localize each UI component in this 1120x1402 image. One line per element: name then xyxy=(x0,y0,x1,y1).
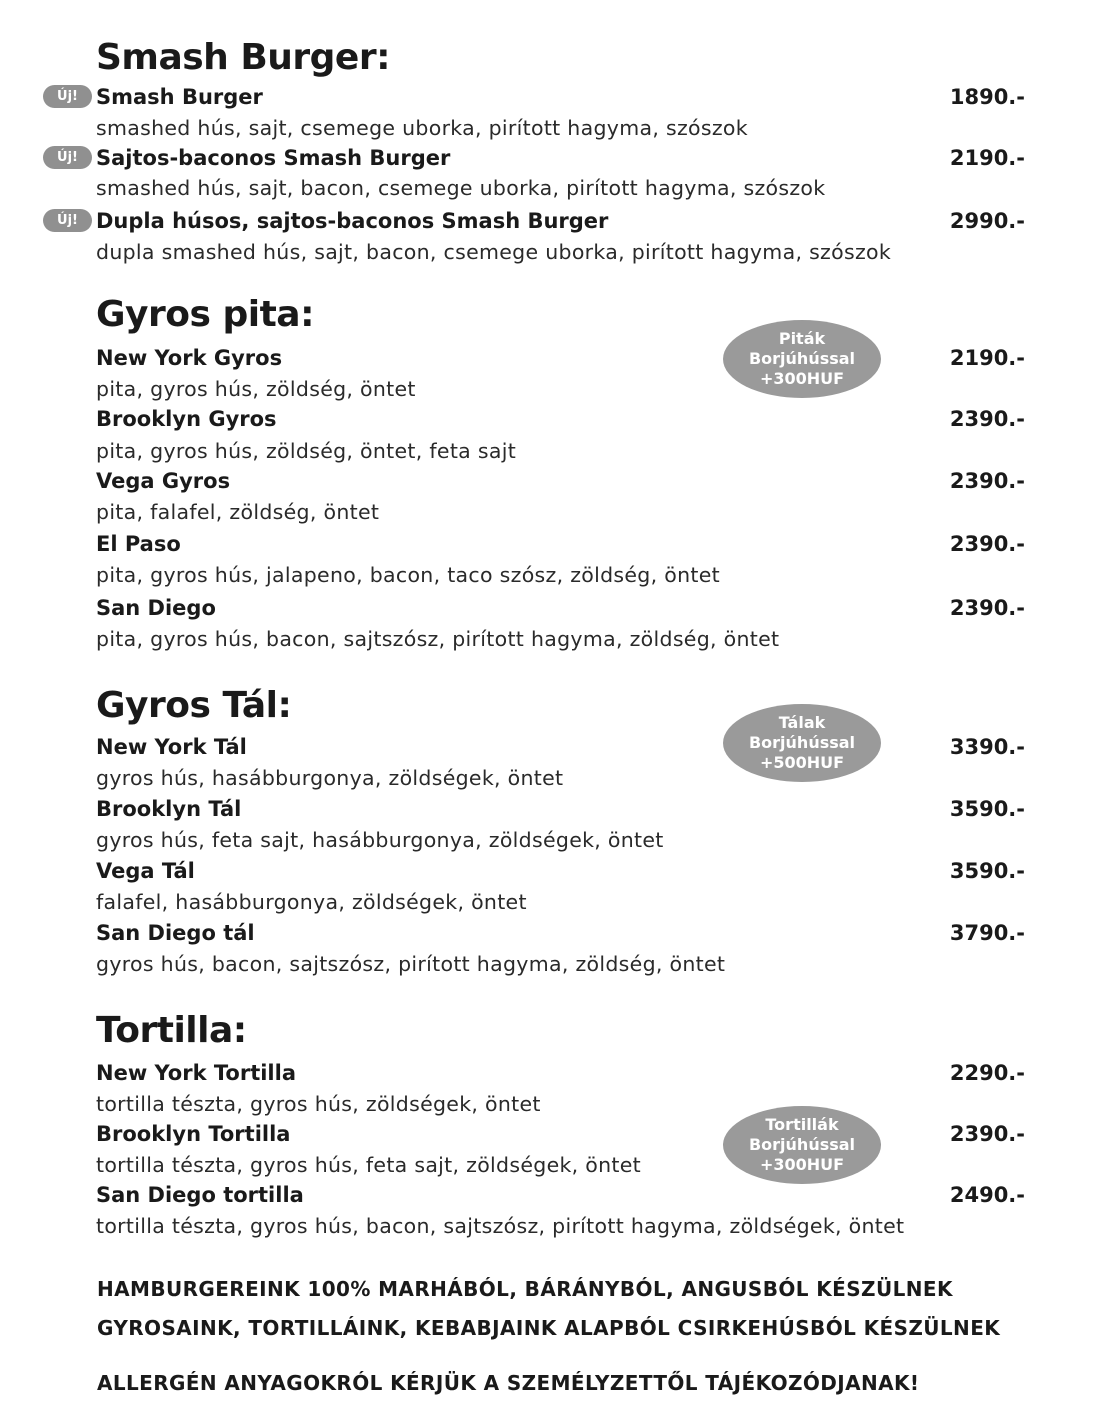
menu-item-price: 2390.- xyxy=(949,532,1025,556)
menu-item-description: tortilla tészta, gyros hús, feta sajt, zöldségek, öntet xyxy=(96,1153,642,1177)
menu-item-price: 2190.- xyxy=(949,146,1025,170)
menu-item-price: 2390.- xyxy=(949,407,1025,431)
menu-item-description: dupla smashed hús, sajt, bacon, csemege uborka, pirított hagyma, szószok xyxy=(96,240,892,264)
new-badge: Új! xyxy=(43,146,92,169)
pill-line: +500HUF xyxy=(759,753,845,772)
new-badge: Új! xyxy=(43,85,92,108)
menu-item-name: Brooklyn Tál xyxy=(96,797,242,821)
pill-line: +300HUF xyxy=(759,1155,845,1174)
menu-item-price: 3590.- xyxy=(949,859,1025,883)
menu-item-description: pita, gyros hús, bacon, sajtszósz, pirított hagyma, zöldség, öntet xyxy=(96,627,780,651)
pill-line: +300HUF xyxy=(759,369,845,388)
menu-item-name: Smash Burger xyxy=(96,85,263,109)
menu-item-price: 2390.- xyxy=(949,1122,1025,1146)
pill-line: Borjúhússal xyxy=(748,1135,856,1154)
pill-line: Piták xyxy=(778,329,826,348)
menu-item-name: San Diego tál xyxy=(96,921,255,945)
menu-item-price: 2390.- xyxy=(949,596,1025,620)
menu-item-name: New York Gyros xyxy=(96,346,283,370)
menu-item-description: pita, gyros hús, jalapeno, bacon, taco szósz, zöldség, öntet xyxy=(96,563,720,587)
new-badge: Új! xyxy=(43,209,92,232)
menu-item-price: 3590.- xyxy=(949,797,1025,821)
menu-item-price: 2490.- xyxy=(949,1183,1025,1207)
menu-item-price: 3790.- xyxy=(949,921,1025,945)
menu-item-price: 1890.- xyxy=(949,85,1025,109)
pill-line: Tálak xyxy=(778,713,826,732)
veal-surcharge-badge xyxy=(723,1106,881,1184)
menu-item-price: 2390.- xyxy=(949,469,1025,493)
menu-item-price: 2990.- xyxy=(949,209,1025,233)
menu-item-name: New York Tál xyxy=(96,735,247,759)
veal-surcharge-badge xyxy=(723,320,881,398)
pill-line: Borjúhússal xyxy=(748,733,856,752)
menu-item-description: gyros hús, feta sajt, hasábburgonya, zöldségek, öntet xyxy=(96,828,664,852)
menu-item-description: falafel, hasábburgonya, zöldségek, öntet xyxy=(96,890,527,914)
menu-item-description: smashed hús, sajt, csemege uborka, pirított hagyma, szószok xyxy=(96,116,748,140)
menu-item-price: 2190.- xyxy=(949,346,1025,370)
section-title-tortilla: Tortilla: xyxy=(96,1010,247,1051)
menu-item-description: tortilla tészta, gyros hús, zöldségek, öntet xyxy=(96,1092,541,1116)
menu-item-name: El Paso xyxy=(96,532,181,556)
menu-item-name: Dupla húsos, sajtos-baconos Smash Burger xyxy=(96,209,609,233)
menu-item-name: Sajtos-baconos Smash Burger xyxy=(96,146,451,170)
menu-item-description: pita, gyros hús, zöldség, öntet, feta sajt xyxy=(96,439,517,463)
menu-item-description: pita, falafel, zöldség, öntet xyxy=(96,500,380,524)
footer-note-hamburger: HAMBURGEREINK 100% MARHÁBÓL, BÁRÁNYBÓL, ANGUSBÓL KÉSZÜLNEK xyxy=(97,1277,953,1301)
menu-item-name: Brooklyn Gyros xyxy=(96,407,277,431)
menu-item-description: smashed hús, sajt, bacon, csemege uborka, pirított hagyma, szószok xyxy=(96,176,826,200)
pill-line: Borjúhússal xyxy=(748,349,856,368)
menu-item-name: New York Tortilla xyxy=(96,1061,296,1085)
section-title-gyros-tal: Gyros Tál: xyxy=(96,685,292,726)
footer-note-gyros: GYROSAINK, TORTILLÁINK, KEBABJAINK ALAPBÓL CSIRKEHÚSBÓL KÉSZÜLNEK xyxy=(97,1316,1001,1340)
veal-surcharge-badge xyxy=(723,704,881,782)
menu-item-name: Vega Tál xyxy=(96,859,195,883)
menu-item-description: gyros hús, bacon, sajtszósz, pirított hagyma, zöldség, öntet xyxy=(96,952,726,976)
section-title-smash-burger: Smash Burger: xyxy=(96,37,390,78)
menu-item-description: gyros hús, hasábburgonya, zöldségek, öntet xyxy=(96,766,564,790)
section-title-gyros-pita: Gyros pita: xyxy=(96,294,314,335)
menu-item-name: San Diego xyxy=(96,596,216,620)
pill-line: Tortillák xyxy=(765,1115,839,1134)
footer-note-allergen: ALLERGÉN ANYAGOKRÓL KÉRJÜK A SZEMÉLYZETTŐL TÁJÉKOZÓDJANAK! xyxy=(97,1371,920,1395)
menu-item-description: pita, gyros hús, zöldség, öntet xyxy=(96,377,416,401)
menu-item-name: Vega Gyros xyxy=(96,469,231,493)
menu-item-description: tortilla tészta, gyros hús, bacon, sajtszósz, pirított hagyma, zöldségek, öntet xyxy=(96,1214,905,1238)
menu-item-price: 3390.- xyxy=(949,735,1025,759)
menu-item-name: Brooklyn Tortilla xyxy=(96,1122,291,1146)
menu-item-name: San Diego tortilla xyxy=(96,1183,304,1207)
menu-item-price: 2290.- xyxy=(949,1061,1025,1085)
